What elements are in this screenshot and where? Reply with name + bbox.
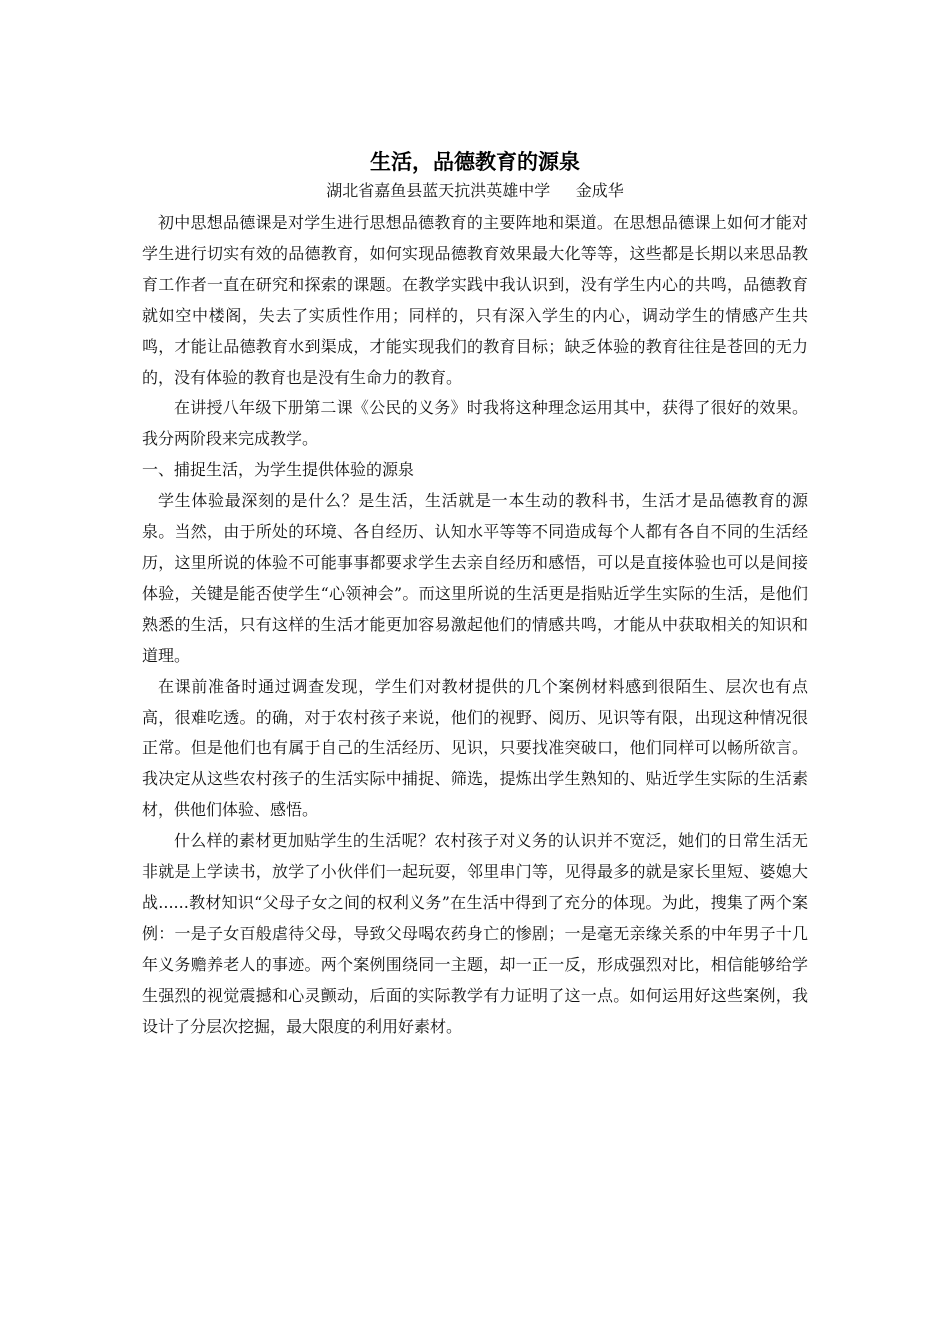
paragraph-preparation: 在课前准备时通过调查发现，学生们对教材提供的几个案例材料感到很陌生、层次也有点高，很难吃透。的确，对于农村孩子来说，他们的视野、阅历、见识等有限，出现这种情况很正常。但是他们也有属于自己的生活经历、见识，只要找准突破口，他们同样可以畅所欲言。我决定从这些农村孩子的生活实际中捕捉、筛选，提炼出学生熟知的、贴近学生实际的生活素材，供他们体验、感悟。 bbox=[142, 676, 808, 820]
paragraph-intro: 初中思想品德课是对学生进行思想品德教育的主要阵地和渠道。在思想品德课上如何才能对学生进行切实有效的品德教育，如何实现品德教育效果最大化等等，这些都是长期以来思品教育工作者一直在研究和探索的课题。在教学实践中我认识到，没有学生内心的共鸣，品德教育就如空中楼阁，失去了实质性作用；同样的，只有深入学生的内心，调动学生的情感产生共鸣，才能让品德教育水到渠成，才能实现我们的教育目标；缺乏体验的教育往往是苍回的无力的，没有体验的教育也是没有生命力的教育。 bbox=[142, 213, 808, 387]
document-title: 生活，品德教育的源泉 bbox=[370, 150, 580, 174]
section-heading: 一、捕捉生活，为学生提供体验的源泉 bbox=[142, 460, 415, 480]
paragraph-lesson: 在讲授八年级下册第二课《公民的义务》时我将这种理念运用其中，获得了很好的效果。我分两阶段来完成教学。 bbox=[142, 398, 808, 449]
byline-author: 金成华 bbox=[575, 181, 624, 200]
paragraph-materials: 什么样的素材更加贴学生的生活呢？农村孩子对义务的认识并不宽泛，她们的日常生活无非就是上学读书，放学了小伙伴们一起玩耍，邻里串门等，见得最多的就是家长里短、婆媳大战......教材知识“父母子女之间的权利义务”在生活中得到了充分的体现。为此，搜集了两个案例：一是子女百般虐待父母，导致父母喝农药身亡的惨剧；一是毫无亲缘关系的中年男子十几年义务赡养老人的事迹。两个案例围绕同一主题，却一正一反，形成强烈对比，相信能够给学生强烈的视觉震撼和心灵颤动，后面的实际教学有力证明了这一点。如何运用好这些案例，我设计了分层次挖掘，最大限度的利用好素材。 bbox=[142, 831, 808, 1036]
document-body bbox=[142, 148, 808, 1042]
byline bbox=[142, 178, 808, 204]
paragraph-life: 学生体验最深刻的是什么？是生活，生活就是一本生动的教科书，生活才是品德教育的源泉。当然，由于所处的环境、各自经历、认知水平等等不同造成每个人都有各自不同的生活经历，这里所说的体验不可能事事都要求学生去亲自经历和感悟，可以是直接体验也可以是间接体验，关键是能否使学生“心领神会”。而这里所说的生活更是指贴近学生实际的生活，是他们熟悉的生活，只有这样的生活才能更加容易激起他们的情感共鸣，才能从中获取相关的知识和道理。 bbox=[142, 491, 808, 665]
byline-school: 湖北省嘉鱼县蓝天抗洪英雄中学 bbox=[326, 181, 551, 200]
